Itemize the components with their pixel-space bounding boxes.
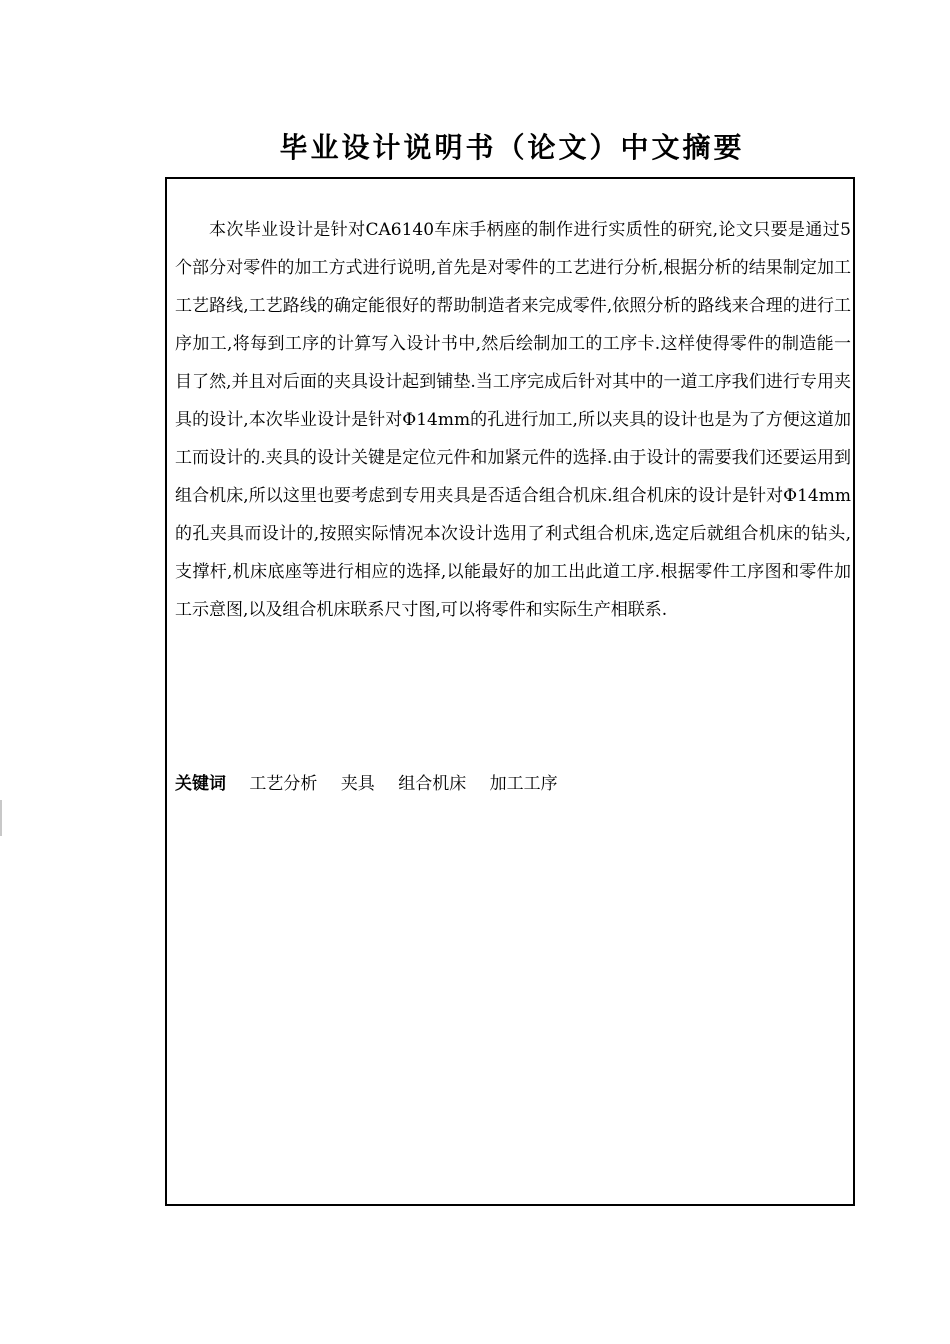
keyword-item: 工艺分析 bbox=[249, 774, 318, 794]
keyword-item: 组合机床 bbox=[398, 774, 467, 794]
keyword-item: 加工工序 bbox=[489, 774, 558, 794]
abstract-text: 本次毕业设计是针对CA6140车床手柄座的制作进行实质性的研究,论文只要是通过5个部分对零件的加工方式进行说明,首先是对零件的工艺进行分析,根据分析的结果制定加工工艺路线,工艺路线的确定能很好的帮助制造者来完成零件,依照分析的路线来合理的进行工序加工,将每到工序的计算写入设计书中,然后绘制加工的工序卡.这样使得零件的制造能一目了然,并且对后面的夹具设计起到铺垫.当工序完成后针对其中的一道工序我们进行专用夹具的设计,本次毕业设计是针对Φ14mm的孔进行加工,所以夹具的设计也是为了方便这道加工而设计的.夹具的设计关键是定位元件和加紧元件的选择.由于设计的需要我们还要运用到组合机床,所以这里也要考虑到专用夹具是否适合组合机床.组合机床的设计是针对Φ14mm的孔夹具而设计的,按照实际情况本次设计选用了利式组合机床,选定后就组合机床的钻头,支撑杆,机床底座等进行相应的选择,以能最好的加工出此道工序.根据零件工序图和零件加工示意图,以及组合机床联系尺寸图,可以将零件和实际生产相联系. bbox=[175, 220, 851, 620]
keyword-item: 夹具 bbox=[340, 774, 375, 794]
scan-edge-mark bbox=[0, 800, 2, 836]
keywords-label: 关键词 bbox=[175, 774, 226, 794]
page-title: 毕业设计说明书（论文）中文摘要 bbox=[279, 131, 745, 164]
keywords-row bbox=[175, 770, 576, 798]
